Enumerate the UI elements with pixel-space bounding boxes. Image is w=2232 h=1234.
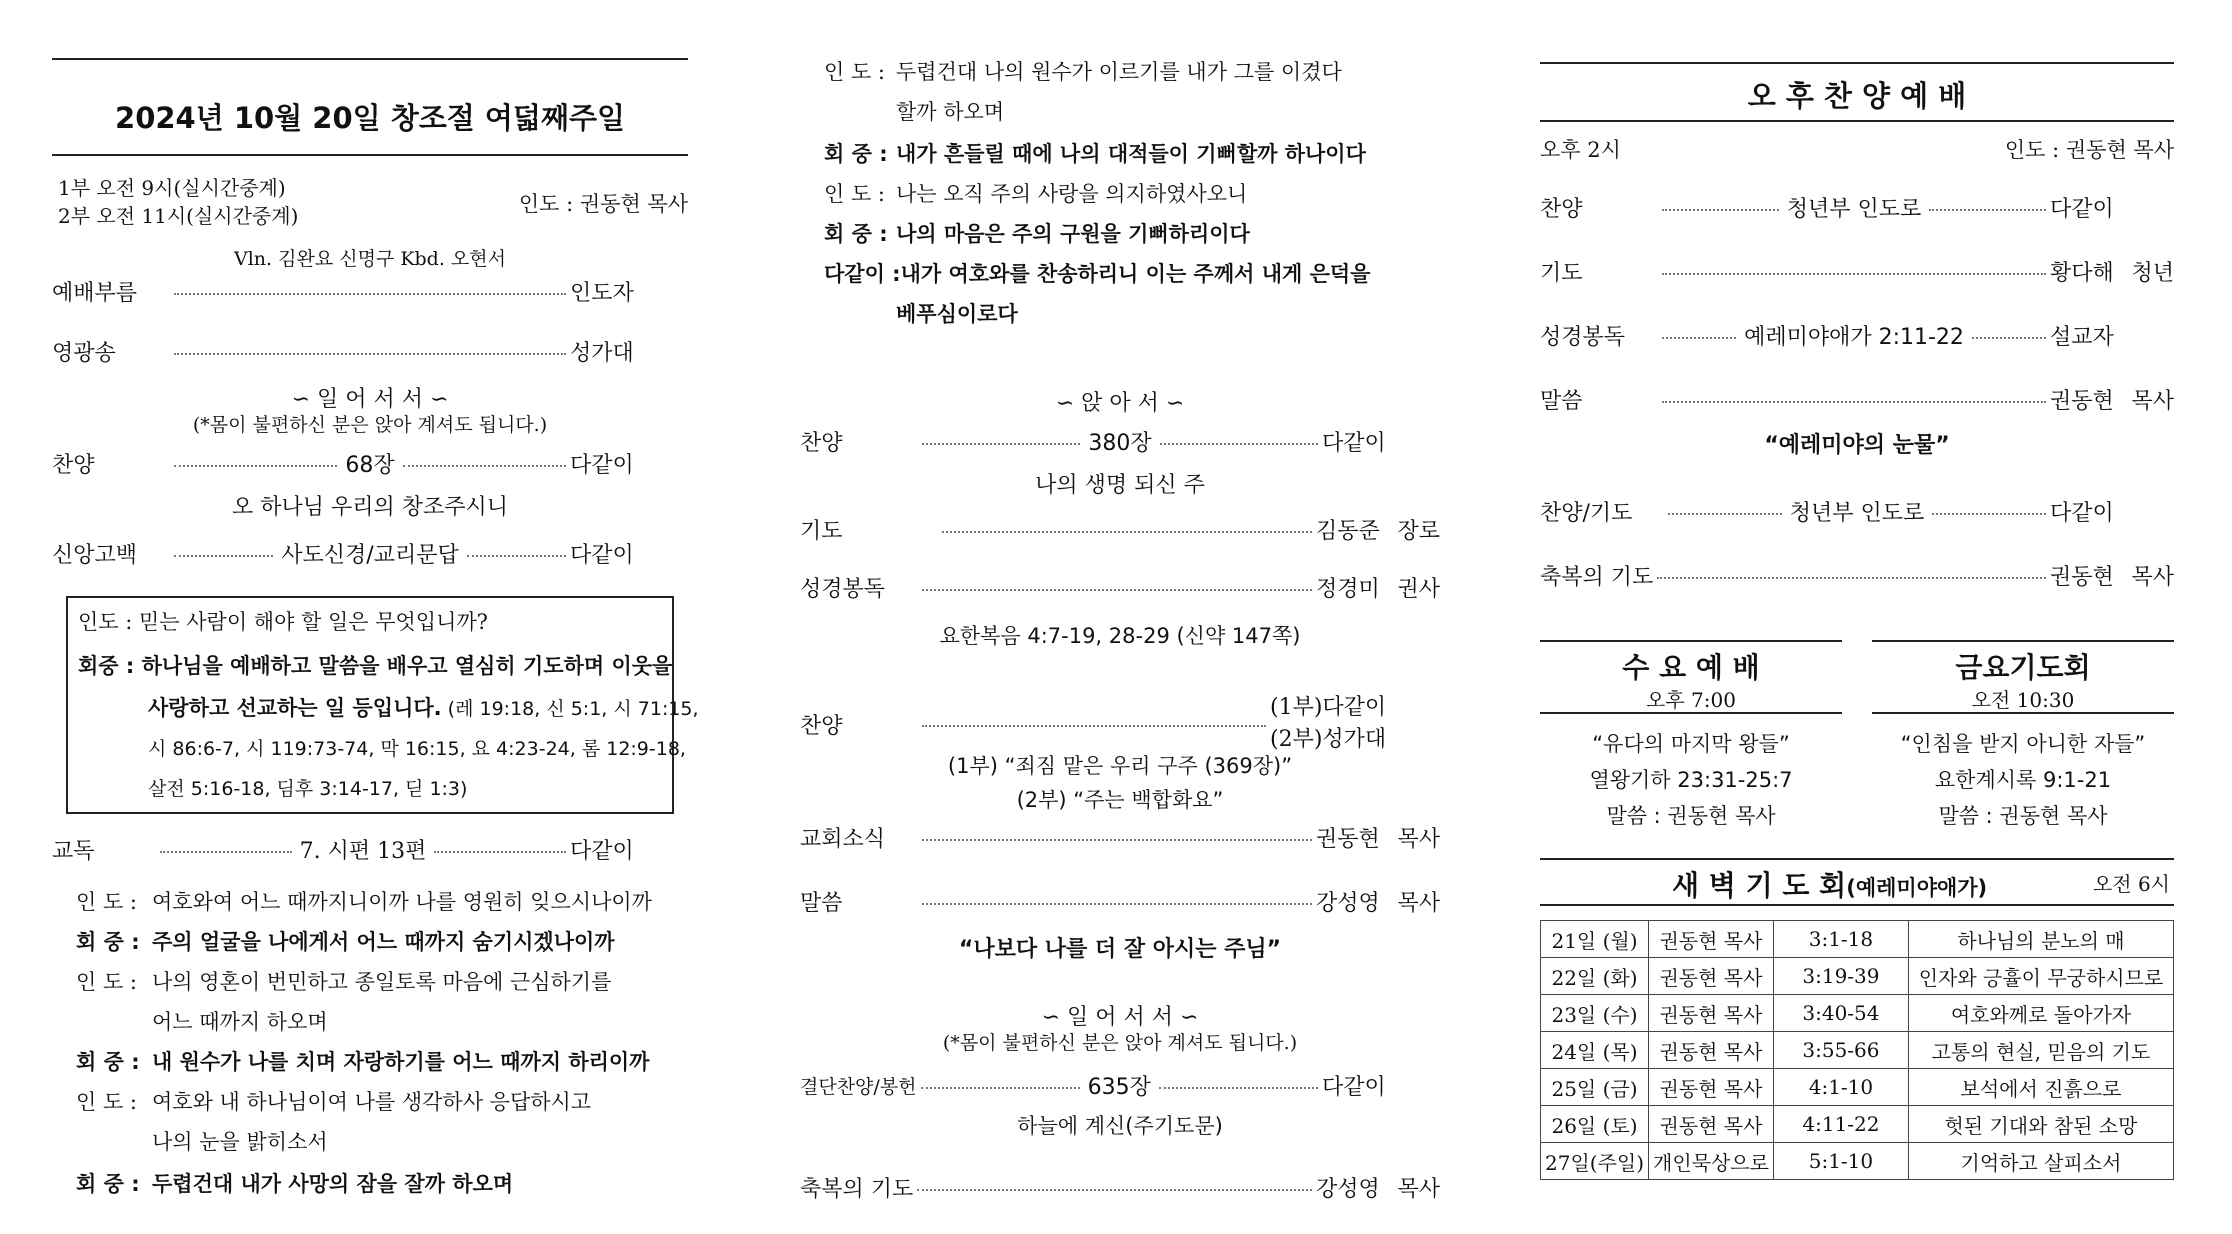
dawn-theme: 기억하고 살피소서 (1908, 1143, 2173, 1180)
catechism-ref: (레 19:18, 신 5:1, 시 71:15, (441, 698, 699, 720)
order-right: 다같이 (2050, 501, 2114, 526)
wed-sermon: “유다의 마지막 왕들” (1592, 732, 1790, 756)
afternoon-item (1540, 384, 2174, 415)
order-label: 예배부름 (52, 281, 138, 306)
order-sermon (800, 886, 1440, 917)
dotted-leader (922, 725, 1266, 727)
order-right: 권동현 목사 (2050, 389, 2174, 414)
table-row (1541, 1143, 2174, 1180)
dotted-leader (1972, 337, 2046, 339)
anthem-title-1: (1부) “죄짐 맡은 우리 구주 (369장)” (947, 754, 1293, 778)
dawn-passage: 3:19-39 (1773, 958, 1908, 995)
dawn-theme: 헛된 기대와 참된 소망 (1908, 1106, 2173, 1143)
left-column (52, 0, 699, 1234)
order-right: 인도자 (570, 281, 634, 306)
dotted-leader (922, 443, 1080, 445)
order-right: 다같이 (570, 839, 634, 864)
litany-line: 회 중 : 주의 얼굴을 나에게서 어느 때까지 숨기시겠나이까 (76, 930, 615, 954)
dawn-date: 23일 (수) (1541, 995, 1649, 1032)
dotted-leader (467, 555, 566, 557)
order-hymn (52, 448, 688, 479)
top-rule (52, 58, 688, 60)
catechism-question: 인도 : 믿는 사람이 해야 할 일은 무엇입니까? (78, 610, 488, 634)
order-label: 찬양/기도 (1540, 501, 1633, 526)
table-row (1541, 995, 2174, 1032)
stand-note: (*몸이 불편하신 분은 앉아 계셔도 됩니다.) (192, 414, 548, 436)
dawn-leader: 권동현 목사 (1649, 1032, 1774, 1069)
litany-line: 인 도 : 여호와 내 하나님이여 나를 생각하사 응답하시고 (76, 1090, 592, 1114)
dawn-date: 26일 (토) (1541, 1106, 1649, 1143)
order-hymn (800, 426, 1440, 457)
order-right (1270, 692, 1440, 756)
dotted-leader (922, 839, 1312, 841)
dotted-leader (1932, 513, 2046, 515)
order-anthem (800, 692, 1440, 756)
dawn-passage: 3:55-66 (1773, 1032, 1908, 1069)
scripture-ref: 요한복음 4:7-19, 28-29 (신약 147쪽) (939, 624, 1301, 648)
dawn-date: 21일 (월) (1541, 921, 1649, 958)
fri-top-rule (1872, 640, 2174, 642)
dotted-leader (1929, 209, 2046, 211)
litany-line: 회 중 : 나의 마음은 주의 구원을 기뻐하리이다 (824, 222, 1250, 246)
dawn-theme: 보석에서 진흙으로 (1908, 1069, 2173, 1106)
dawn-title: 새 벽 기 도 회 (1672, 869, 1847, 902)
order-right: 다같이 (570, 543, 634, 568)
litany-line: 회 중 : 두렵건대 내가 사망의 잠을 잘까 하오며 (76, 1172, 514, 1196)
dawn-theme: 여호와께로 돌아가자 (1908, 995, 2173, 1032)
closing-hymn-title: 하늘에 계신(주기도문) (1017, 1114, 1223, 1138)
wednesday-service (1540, 640, 1842, 850)
dotted-leader (1657, 577, 2046, 579)
sermon-title: “나보다 나를 더 잘 아시는 주님” (958, 937, 1282, 962)
order-scripture (800, 572, 1440, 603)
order-mid: 청년부 인도로 (1786, 197, 1922, 222)
afternoon-sermon-title: “예레미야의 눈물” (1764, 433, 1950, 458)
wed-preacher: 말씀 : 권동현 목사 (1606, 804, 1776, 828)
dotted-leader (434, 851, 566, 853)
middle-column (800, 0, 1440, 1234)
order-label: 찬양 (52, 453, 95, 478)
order-reading (52, 834, 688, 865)
dawn-passage: 4:1-10 (1773, 1069, 1908, 1106)
order-right: 강성영 목사 (1316, 891, 1440, 916)
dawn-leader: 권동현 목사 (1649, 921, 1774, 958)
order-label: 성경봉독 (800, 577, 886, 602)
dawn-passage: 3:40-54 (1773, 995, 1908, 1032)
afternoon-time: 오후 2시 (1540, 138, 1621, 162)
dawn-subtitle: (예레미야애가) (1846, 876, 1988, 900)
dawn-theme: 고통의 현실, 믿음의 기도 (1908, 1032, 2173, 1069)
fri-rule (1872, 712, 2174, 714)
afternoon-item (1540, 320, 2174, 351)
litany-line: 다같이 : 내가 여호와를 찬송하리니 이는 주께서 내게 은덕을 (824, 262, 1371, 286)
order-right: 권동현 목사 (2050, 565, 2174, 590)
hymn-title: 나의 생명 되신 주 (1035, 473, 1205, 498)
dawn-leader: 권동현 목사 (1649, 995, 1774, 1032)
hymn-number: 635장 (1087, 1075, 1151, 1100)
dawn-leader: 권동현 목사 (1649, 958, 1774, 995)
dotted-leader (174, 293, 566, 295)
wed-scripture: 열왕기하 23:31-25:7 (1589, 768, 1793, 792)
litany-line: 베푸심이로다 (896, 302, 1018, 326)
dawn-passage: 3:1-18 (1773, 921, 1908, 958)
afternoon-item (1540, 256, 2174, 287)
order-gloria (52, 336, 688, 367)
dotted-leader (174, 465, 337, 467)
anthem-right-2: (2부)성가대 (1270, 727, 1387, 752)
order-right: 강성영 목사 (1316, 1177, 1440, 1202)
order-right: 다같이 (1322, 431, 1386, 456)
litany-line: 인 도 : 여호와여 어느 때까지니이까 나를 영원히 잊으시나이까 (76, 890, 652, 914)
dawn-rule (1540, 904, 2174, 906)
dotted-leader (160, 851, 292, 853)
wed-rule (1540, 712, 1842, 714)
litany-line: 어느 때까지 하오며 (152, 1010, 328, 1034)
order-closing-hymn (800, 1070, 1440, 1101)
litany-line: 인 도 : 나의 영혼이 번민하고 종일토록 마음에 근심하기를 (76, 970, 612, 994)
musicians: Vln. 김완요 신명구 Kbd. 오현서 (234, 248, 506, 270)
right-column (1540, 0, 2174, 1234)
dawn-theme: 하나님의 분노의 매 (1908, 921, 2173, 958)
dotted-leader (1662, 273, 2046, 275)
afternoon-leader: 인도 : 권동현 목사 (2004, 138, 2174, 162)
dawn-passage: 4:11-22 (1773, 1106, 1908, 1143)
order-call-to-worship (52, 276, 688, 307)
afternoon-item (1540, 560, 2174, 591)
order-label: 성경봉독 (1540, 325, 1626, 350)
litany-line: 나의 눈을 밝히소서 (152, 1130, 328, 1154)
fri-title: 금요기도회 (1955, 651, 2091, 684)
order-label: 결단찬양/봉헌 (800, 1076, 917, 1098)
catechism-box (66, 596, 699, 814)
afternoon-item (1540, 192, 2174, 223)
table-row (1541, 1032, 2174, 1069)
order-label: 기도 (800, 519, 843, 544)
dotted-leader (1662, 337, 1736, 339)
dotted-leader (942, 531, 1312, 533)
table-row (1541, 921, 2174, 958)
dotted-leader (174, 555, 273, 557)
order-right: 정경미 권사 (1316, 577, 1440, 602)
wed-time: 오후 7:00 (1646, 688, 1736, 712)
catechism-answer-1: 회중 : 하나님을 예배하고 말씀을 배우고 열심히 기도하며 이웃을 (78, 654, 673, 678)
order-right: 다같이 (570, 453, 634, 478)
litany-line: 인 도 : 나는 오직 주의 사랑을 의지하였사오니 (824, 182, 1248, 206)
table-row (1541, 1069, 2174, 1106)
stand-heading: ∽ 일 어 서 서 ∽ (1041, 1005, 1199, 1030)
fri-time: 오전 10:30 (1971, 688, 2075, 712)
table-row (1541, 958, 2174, 995)
order-label: 축복의 기도 (1540, 565, 1654, 590)
friday-prayer (1872, 640, 2174, 850)
dawn-leader: 권동현 목사 (1649, 1106, 1774, 1143)
hymn-number: 380장 (1088, 431, 1152, 456)
dawn-heading (1672, 864, 1987, 904)
litany-line: 회 중 : 내 원수가 나를 치며 자랑하기를 어느 때까지 하리이까 (76, 1050, 650, 1074)
dotted-leader (1662, 209, 1779, 211)
fri-preacher: 말씀 : 권동현 목사 (1938, 804, 2108, 828)
litany-line: 회 중 : 내가 흔들릴 때에 나의 대적들이 기뻐할까 하나이다 (824, 142, 1366, 166)
fri-sermon: “인침을 받지 아니한 자들” (1900, 732, 2146, 756)
dotted-leader (1159, 1087, 1318, 1089)
afternoon-title: 오 후 찬 양 예 배 (1747, 79, 1967, 113)
order-label: 신앙고백 (52, 543, 138, 568)
order-right: 설교자 (2050, 325, 2114, 350)
order-label: 축복의 기도 (800, 1177, 914, 1202)
service-time-1: 1부 오전 9시(실시간중계) (58, 176, 286, 200)
title-rule (52, 154, 688, 156)
anthem-title-2: (2부) “주는 백합화요” (1016, 788, 1224, 812)
litany-line: 인 도 : 두렵건대 나의 원수가 이르기를 내가 그를 이겼다 (824, 60, 1342, 84)
catechism-ref-3: 살전 5:16-18, 딤후 3:14-17, 딛 1:3) (148, 778, 468, 800)
order-benediction (800, 1172, 1440, 1203)
order-right: 권동현 목사 (1316, 827, 1440, 852)
order-right: 김동준 장로 (1316, 519, 1440, 544)
catechism-answer-2 (148, 692, 699, 722)
catechism-ref-2: 시 86:6-7, 시 119:73-74, 막 16:15, 요 4:23-24, 롬 12:9-18, (148, 738, 686, 760)
stand-heading: ∽ 일 어 서 서 ∽ (291, 387, 449, 412)
dawn-date: 25일 (금) (1541, 1069, 1649, 1106)
order-label: 교독 (52, 839, 95, 864)
litany-line: 할까 하오며 (896, 100, 1005, 124)
order-creed (52, 538, 688, 569)
order-label: 찬양 (1540, 197, 1583, 222)
dotted-leader (1160, 443, 1318, 445)
dawn-time: 오전 6시 (2092, 872, 2170, 896)
order-label: 말씀 (800, 891, 843, 916)
order-label: 기도 (1540, 261, 1583, 286)
service-time-2: 2부 오전 11시(실시간중계) (58, 204, 299, 228)
wed-title: 수 요 예 배 (1622, 651, 1760, 684)
creed-text: 사도신경/교리문답 (281, 543, 459, 568)
afternoon-bottom-rule (1540, 120, 2174, 122)
table-row (1541, 1106, 2174, 1143)
order-label: 말씀 (1540, 389, 1583, 414)
service-leader: 인도 : 권동현 목사 (518, 192, 688, 216)
order-label: 영광송 (52, 341, 116, 366)
dotted-leader (922, 589, 1312, 591)
wed-top-rule (1540, 640, 1842, 642)
order-label: 찬양 (800, 431, 843, 456)
afternoon-top-rule (1540, 62, 2174, 64)
hymn-number: 68장 (345, 453, 395, 478)
dotted-leader (1668, 513, 1782, 515)
order-right: 성가대 (570, 341, 634, 366)
dawn-top-rule (1540, 858, 2174, 860)
sit-heading: ∽ 앉 아 서 ∽ (1055, 391, 1185, 416)
order-right: 다같이 (2050, 197, 2114, 222)
dawn-date: 24일 (목) (1541, 1032, 1649, 1069)
dotted-leader (403, 465, 566, 467)
order-label: 찬양 (800, 713, 843, 739)
dawn-passage: 5:1-10 (1773, 1143, 1908, 1180)
dawn-leader: 개인묵상으로 (1649, 1143, 1774, 1180)
dotted-leader (922, 903, 1312, 905)
order-mid: 청년부 인도로 (1789, 501, 1925, 526)
dotted-leader (174, 353, 566, 355)
order-right: 황다해 청년 (2050, 261, 2174, 286)
anthem-right-1: (1부)다같이 (1270, 695, 1387, 720)
dawn-theme: 인자와 긍휼이 무궁하시므로 (1908, 958, 2173, 995)
stand-note: (*몸이 불편하신 분은 앉아 계셔도 됩니다.) (942, 1032, 1298, 1054)
order-mid: 예레미야애가 2:11-22 (1744, 325, 1964, 350)
catechism-answer-2-text: 사랑하고 선교하는 일 등입니다. (148, 696, 442, 720)
dotted-leader (917, 1189, 1312, 1191)
fri-scripture: 요한계시록 9:1-21 (1934, 768, 2112, 792)
order-label: 교회소식 (800, 827, 886, 852)
afternoon-item (1540, 496, 2174, 527)
dawn-leader: 권동현 목사 (1649, 1069, 1774, 1106)
order-right: 다같이 (1322, 1075, 1386, 1100)
dawn-schedule-table (1540, 920, 2174, 1180)
bulletin-title: 2024년 10월 20일 창조절 여덟째주일 (115, 101, 625, 135)
order-prayer (800, 514, 1440, 545)
order-news (800, 822, 1440, 853)
dawn-date: 22일 (화) (1541, 958, 1649, 995)
dawn-date: 27일(주일) (1541, 1143, 1649, 1180)
hymn-title: 오 하나님 우리의 창조주시니 (231, 495, 508, 520)
dotted-leader (921, 1087, 1080, 1089)
dotted-leader (1662, 401, 2046, 403)
reading-text: 7. 시편 13편 (299, 839, 427, 864)
